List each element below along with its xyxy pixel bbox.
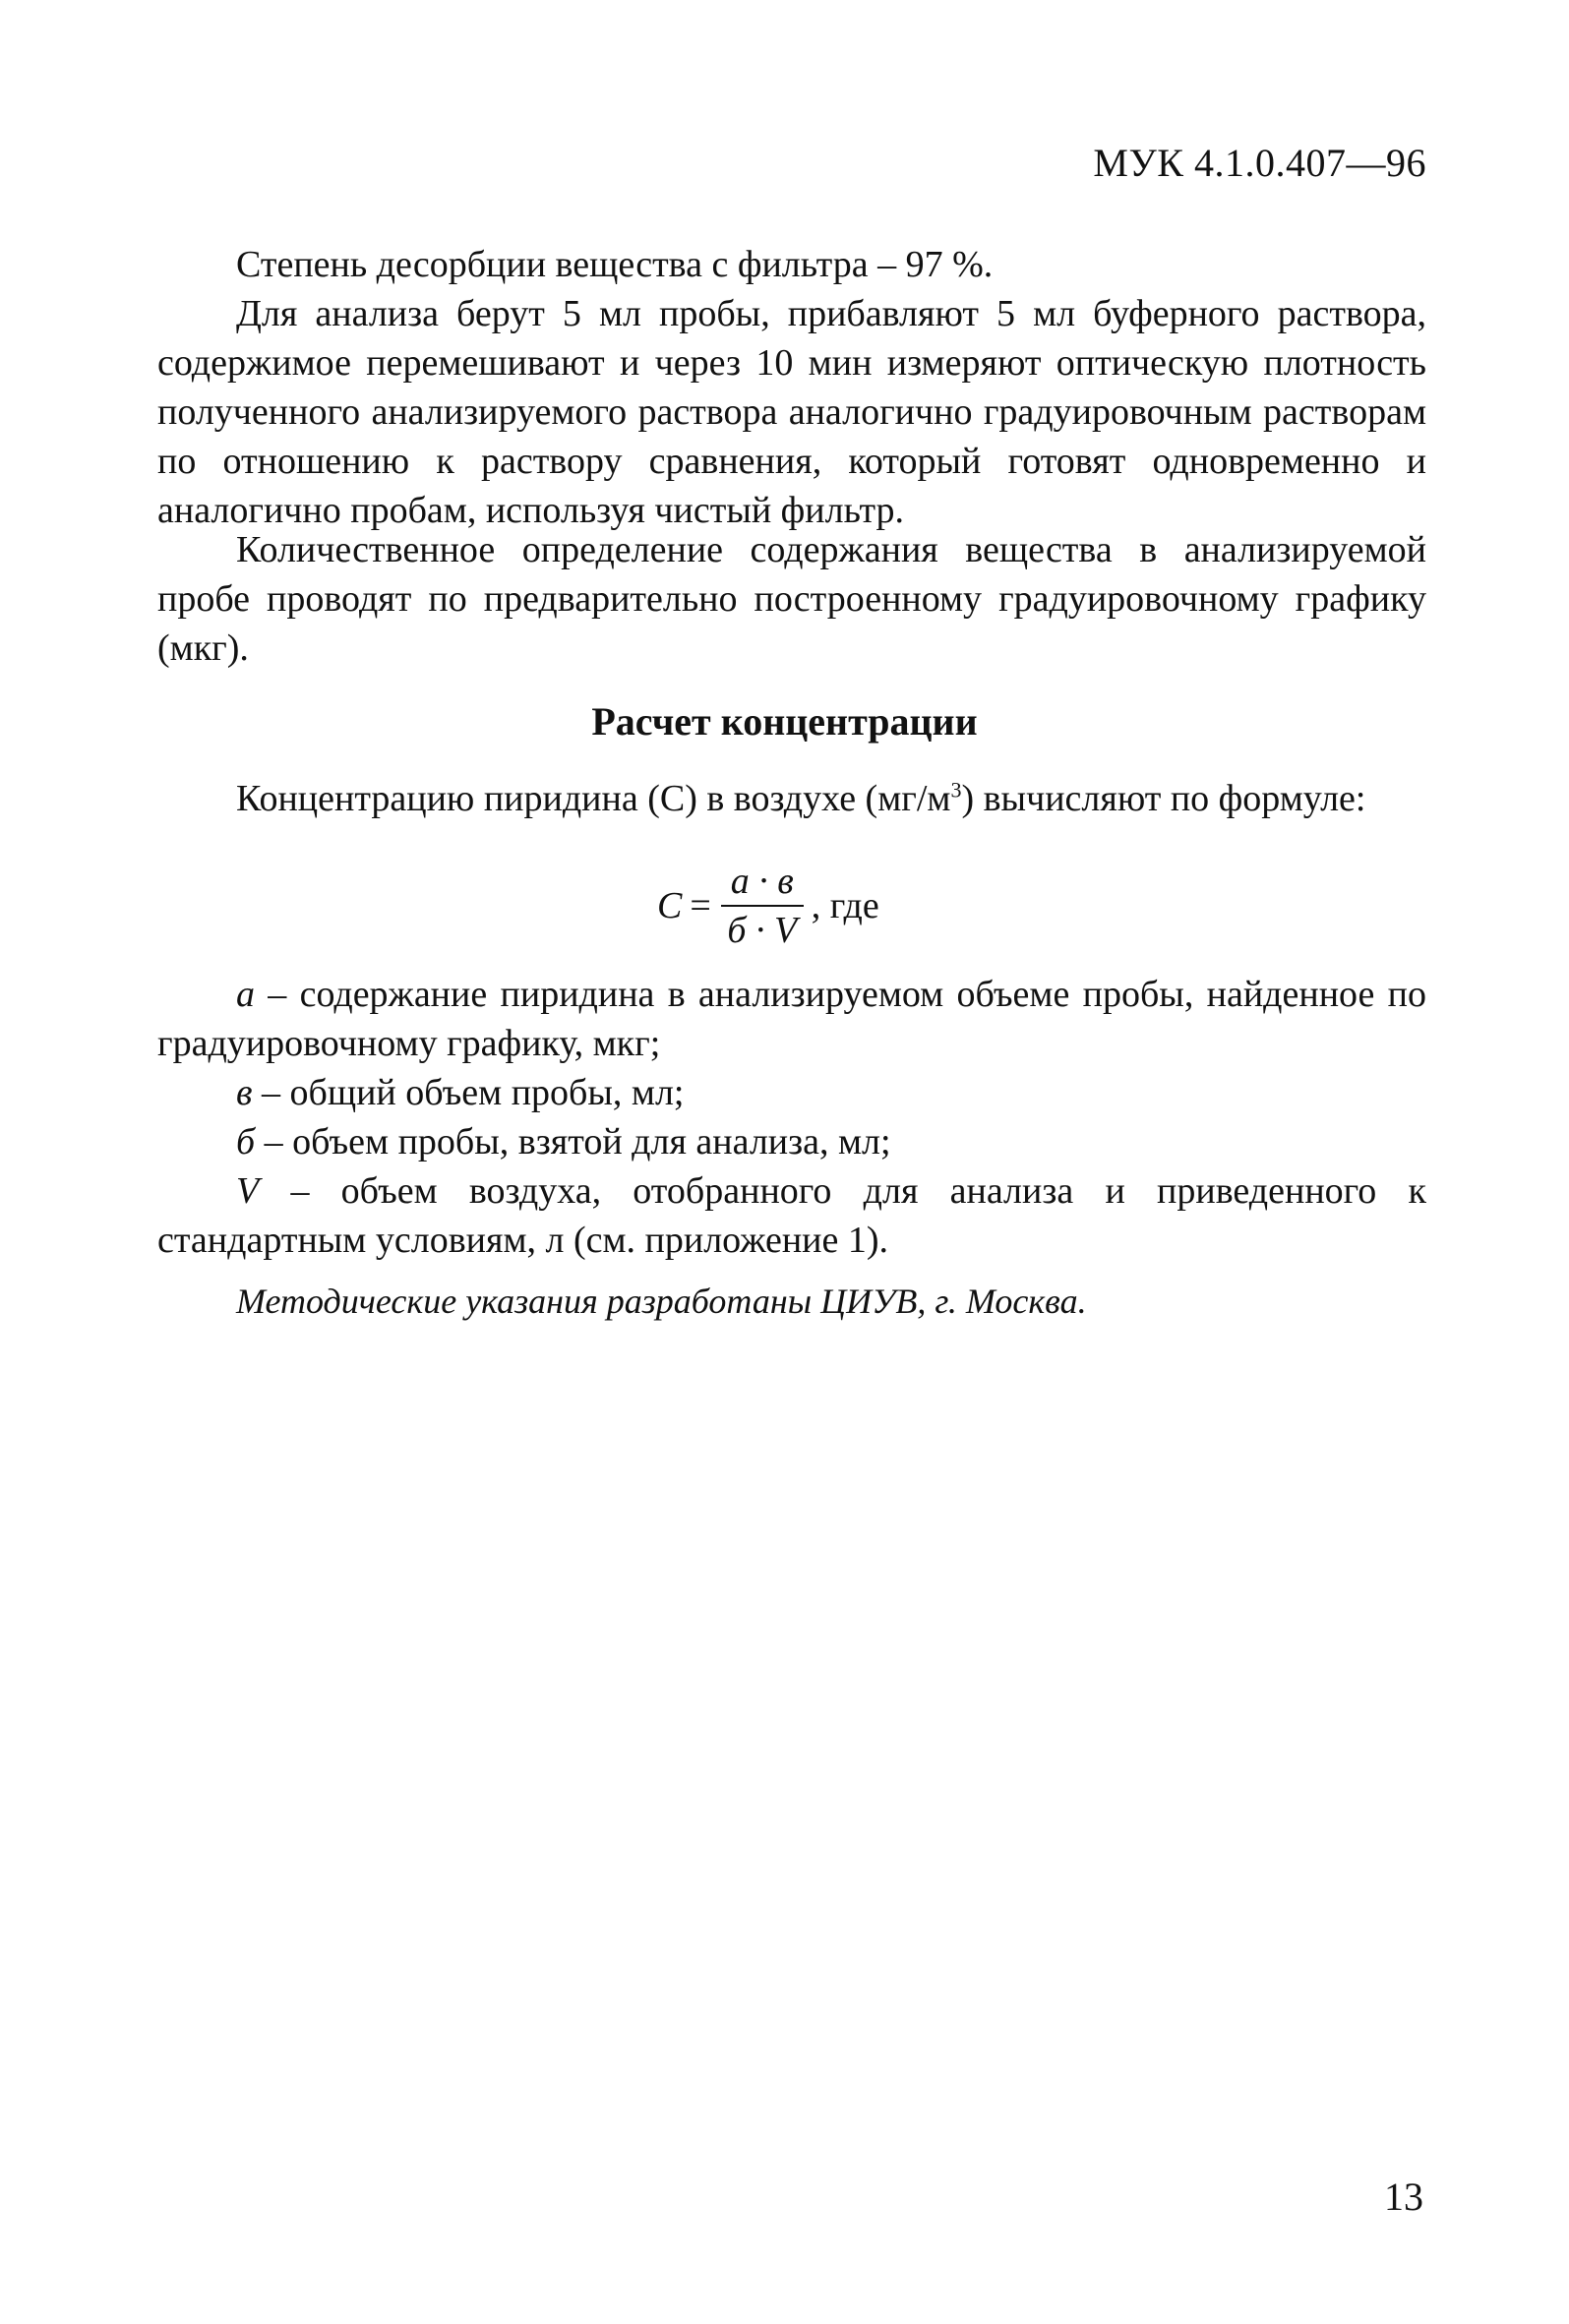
definition-symbol: б <box>236 1121 256 1162</box>
formula-intro <box>236 777 1365 820</box>
formula-numerator: а · в <box>730 861 794 902</box>
formula-fraction <box>721 862 804 950</box>
paragraph-text: Степень десорбции вещества с фильтра – 97 %. <box>236 244 994 285</box>
formula-intro-text-end: ) вычисляют по формуле: <box>961 778 1366 819</box>
formula-lhs: С <box>657 885 683 926</box>
definition-symbol: V <box>236 1170 260 1212</box>
page-number: 13 <box>1384 2175 1423 2219</box>
paragraph-analysis <box>157 289 1426 535</box>
formula-intro-superscript: 3 <box>950 777 962 803</box>
definition-item <box>157 970 1426 1068</box>
section-title: Расчет концентрации <box>591 699 978 744</box>
definition-symbol: в <box>236 1072 253 1113</box>
paragraph-text: Для анализа берут 5 мл пробы, прибавляют 5 мл буферного раствора, содержимое перемешивают и через 10 мин измеряют оптическую плотность полученного анализируемого раствора аналогично градуировочным растворам по отношению к раствору сравнения, который готовят одновременно и аналогично пробам, используя чистый фильтр. <box>157 293 1426 531</box>
formula-denominator: б · V <box>727 910 798 951</box>
definition-item <box>157 1068 1426 1117</box>
formula-equals: = <box>690 885 711 926</box>
definition-text: – содержание пиридина в анализируемом объеме пробы, найденное по градуировочному графику, мкг; <box>157 974 1426 1064</box>
definition-text: – общий объем пробы, мл; <box>252 1072 685 1113</box>
concentration-formula <box>657 852 879 960</box>
document-code: МУК 4.1.0.407—96 <box>1093 141 1426 185</box>
definition-text: – объем воздуха, отобранного для анализа и приведенного к стандартным условиям, л (см. приложение 1). <box>157 1170 1426 1261</box>
paragraph-text: Количественное определение содержания вещества в анализируемой пробе проводят по предварительно построенному градуировочному графику (мкг). <box>157 529 1426 669</box>
paragraph-quantitative <box>157 525 1426 673</box>
definition-item <box>157 1117 1426 1166</box>
definition-symbol: а <box>236 974 255 1015</box>
variable-definitions <box>157 970 1426 1265</box>
definition-text: – объем пробы, взятой для анализа, мл; <box>255 1121 891 1162</box>
definition-item <box>157 1166 1426 1265</box>
formula-intro-text: Концентрацию пиридина (С) в воздухе (мг/м <box>236 778 951 819</box>
developer-note: Методические указания разработаны ЦИУВ, г. Москва. <box>236 1281 1087 1321</box>
formula-suffix: , где <box>811 885 879 926</box>
paragraph-desorption <box>157 240 1426 289</box>
